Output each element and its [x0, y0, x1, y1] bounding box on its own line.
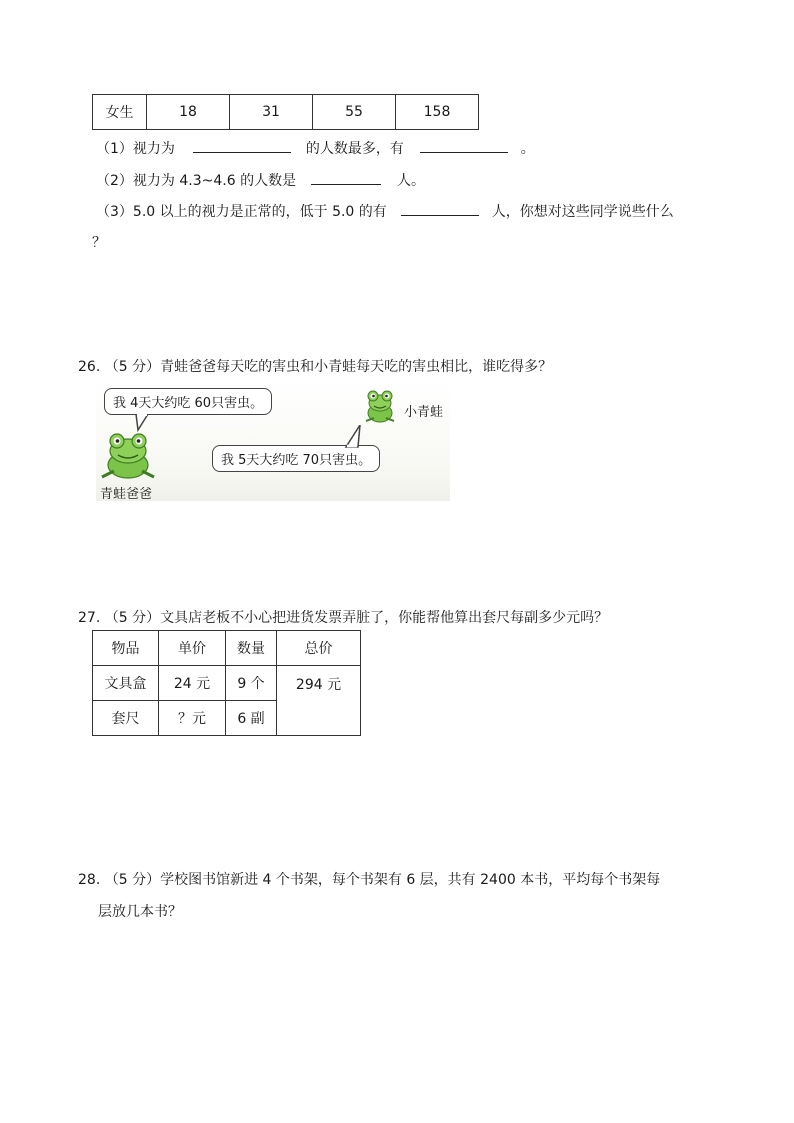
dad-frog-label: 青蛙爸爸	[100, 487, 153, 502]
answer-blank[interactable]	[420, 138, 508, 153]
table-cell: 18	[147, 95, 230, 130]
answer-blank[interactable]	[193, 138, 291, 153]
table-header-cell: 数量	[226, 631, 277, 666]
q25-sub3-text-b: 人，你想对这些同学说些什么	[491, 204, 674, 220]
table-cell: ？元	[159, 701, 226, 736]
bubble-tail-dad	[134, 414, 154, 432]
q25-sub2-text-a: （2）视力为 4.3~4.6 的人数是	[96, 173, 297, 189]
q26-heading: 26. （5 分）青蛙爸爸每天吃的害虫和小青蛙每天吃的害虫相比，谁吃得多？	[78, 359, 553, 375]
table-cell: 文具盒	[93, 666, 159, 701]
small-frog-icon	[360, 387, 400, 425]
table-cell: 9 个	[226, 666, 277, 701]
q25-sub2	[96, 170, 425, 190]
q25-sub1	[96, 138, 535, 158]
q28-heading: 28. （5 分）学校图书馆新进 4 个书架，每个书架有 6 层，共有 2400 本书，平均每个书架每	[78, 872, 661, 888]
table-cell: 55	[313, 95, 396, 130]
table-cell-total: 294 元	[277, 666, 361, 736]
speech-bubble-small-frog: 我 5天大约吃 70只害虫。	[212, 445, 380, 472]
table-header-cell: 单价	[159, 631, 226, 666]
q25-sub3	[96, 201, 674, 221]
small-frog-label: 小青蛙	[404, 405, 444, 420]
table-cell: 6 副	[226, 701, 277, 736]
frog-illustration	[96, 381, 450, 501]
q25-sub1-text-c: 。	[520, 141, 535, 157]
table-row	[93, 95, 479, 130]
q25-sub3-cont: ？	[92, 235, 106, 251]
q25-sub1-text-b: 的人数最多，有	[305, 141, 404, 157]
q27-heading: 27. （5 分）文具店老板不小心把进货发票弄脏了，你能帮他算出套尺每副多少元吗？	[78, 610, 609, 626]
table-header-cell: 总价	[277, 631, 361, 666]
table-cell: 158	[396, 95, 479, 130]
q25-sub1-text-a: （1）视力为	[96, 141, 175, 157]
bubble-tail-small	[340, 425, 364, 449]
answer-blank[interactable]	[311, 170, 381, 185]
q25-sub3-text-a: （3）5.0 以上的视力是正常的，低于 5.0 的有	[96, 204, 387, 220]
table-cell: 女生	[93, 95, 147, 130]
q25-sub2-text-b: 人。	[396, 173, 425, 189]
table-cell: 套尺	[93, 701, 159, 736]
table-row	[93, 631, 361, 666]
dad-frog-icon	[98, 431, 158, 481]
table-cell: 24 元	[159, 666, 226, 701]
table-row	[93, 666, 361, 701]
table-header-cell: 物品	[93, 631, 159, 666]
invoice-table	[92, 630, 361, 736]
vision-table	[92, 94, 479, 130]
speech-bubble-dad: 我 4天大约吃 60只害虫。	[104, 388, 272, 415]
q28-heading-cont: 层放几本书？	[98, 904, 182, 920]
answer-blank[interactable]	[401, 201, 479, 216]
table-cell: 31	[230, 95, 313, 130]
